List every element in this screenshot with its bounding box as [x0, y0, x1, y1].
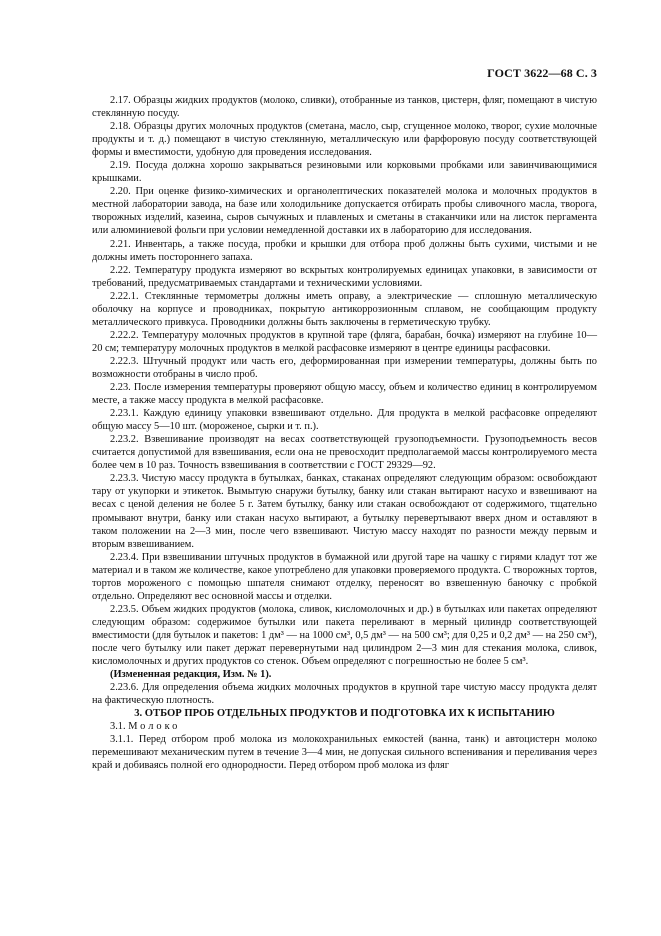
paragraph: 2.23.5. Объем жидких продуктов (молока, сливок, кисломолочных и др.) в бутылках или пакетах определяют следующим образом: содержимое бутылки или пакета переливают в мерный цилиндр соответствующей вместимости (для бутылок и пакетов: 1 дм³ — на 1000 см³, 0,5 дм³ — на 500 см³; для 0,25 и 0,2 дм³ — на 250 см³), после чего бутылку или пакет держат перевернутыми над цилиндром 2—3 мин для стекания молока, сливок, кисломолочных и других продуктов со стенок. Объем определяют с погрешностью не более 5 см³.	[92, 603, 597, 668]
paragraph: 2.18. Образцы других молочных продуктов (сметана, масло, сыр, сгущенное молоко, творог, сухие молочные продукты и т. д.) помещают в чистую стеклянную, металлическую или фарфоровую посуду соответствующей формы и вместимости, удобную для проведения исследования.	[92, 121, 597, 159]
paragraph: 2.23.6. Для определения объема жидких молочных продуктов в крупной таре чистую массу продукта делят на фактическую плотность.	[92, 682, 597, 707]
paragraph: 2.17. Образцы жидких продуктов (молоко, сливки), отобранные из танков, цистерн, фляг, помещают в чистую стеклянную посуду.	[92, 95, 597, 120]
page-header: ГОСТ 3622—68 С. 3	[487, 66, 597, 80]
paragraph: 2.23.1. Каждую единицу упаковки взвешивают отдельно. Для продукта в мелкой расфасовке определяют общую массу 5—10 шт. (мороженое, сырки и т. п.).	[92, 408, 597, 433]
section-title: 3. ОТБОР ПРОБ ОТДЕЛЬНЫХ ПРОДУКТОВ И ПОДГОТОВКА ИХ К ИСПЫТАНИЮ	[134, 708, 555, 720]
paragraph: 3.1.1. Перед отбором проб молока из молокохранильных емкостей (ванна, танк) и автоцистерн молоко перемешивают механическим путем в течение 3—4 мин, не допуская сильного вспенивания и переливания через край и добиваясь полной его однородности. Перед отбором проб молока из фляг	[92, 734, 597, 772]
paragraph: 2.22.1. Стеклянные термометры должны иметь оправу, а электрические — сплошную металлическую оболочку на корпусе и проводниках, покрытую антикоррозионным сплавом, не сообщающим продукту металлического привкуса. Проводники должны быть заключены в герметическую трубку.	[92, 290, 597, 328]
paragraph: 2.22.3. Штучный продукт или часть его, деформированная при измерении температуры, должны быть по возможности отобраны в число проб.	[92, 355, 597, 380]
paragraph: 2.23.4. При взвешивании штучных продуктов в бумажной или другой таре на чашку с гирями кладут тот же материал и в таком же количестве, какое употреблено для упаковки проверяемого продукта. С творожных тортов, тортов мороженого с помощью шпателя снимают отделку, переносят во взвешенную баночку с пробкой отдельно. Определяют вес основной массы и отделки.	[92, 551, 597, 602]
paragraph: 2.23.3. Чистую массу продукта в бутылках, банках, стаканах определяют следующим образом: освобождают тару от укупорки и этикеток. Вымытую снаружи бутылку, банку или стакан вытирают насухо и взвешивают на весах с ценой деления не более 5 г. Затем бутылку, банку или стакан освобождают от содержимого, тщательно промывают внутри, банку или стакан насухо вытирают, а бутылку перевертывают вверх дном и оставляют в таком положении на 2—3 мин, после чего взвешивают. Чистую массу находят по разности между первым и вторым взвешиванием.	[92, 473, 597, 550]
paragraph: 2.22.2. Температуру молочных продуктов в крупной таре (фляга, барабан, бочка) измеряют на глубине 10—20 см; температуру молочных продуктов в мелкой расфасовке измеряют в центре единицы расфасовки.	[92, 329, 597, 354]
subsection-number: 3.1.	[110, 721, 126, 733]
paragraph: 2.21. Инвентарь, а также посуда, пробки и крышки для отбора проб должны быть сухими, чистыми и не должны иметь постороннего запаха.	[92, 238, 597, 263]
subsection-heading	[92, 720, 597, 733]
paragraph: 2.22. Температуру продукта измеряют во вскрытых контролируемых единицах упаковки, в зависимости от требований, предусматриваемых стандартами и техническими условиями.	[92, 264, 597, 289]
paragraph: 2.23.2. Взвешивание производят на весах соответствующей грузоподъемности. Грузоподъемность весов считается допустимой для взвешивания, если она не превосходит предполагаемой массы контролируемого места более чем в 10 раз. Точность взвешивания в соответствии с ГОСТ 29329—92.	[92, 434, 597, 472]
amendment-note: (Измененная редакция, Изм. № 1).	[110, 669, 272, 681]
document-body	[92, 94, 597, 772]
paragraph: 2.19. Посуда должна хорошо закрываться резиновыми или корковыми пробками или завинчивающимися крышками.	[92, 160, 597, 185]
paragraph: 2.20. При оценке физико-химических и органолептических показателей молока и молочных продуктов в местной лаборатории завода, на базе или холодильнике допускается отбирать пробы сливочного масла, творога, творожных изделий, казеина, сыров сычужных и плавленых и сметаны в стаканчики или на листок пергамента или алюминиевой фольги при условии немедленной доставки их в лабораторию для исследования.	[92, 186, 597, 237]
paragraph: 2.23. После измерения температуры проверяют общую массу, объем и количество единиц в контролируемом месте, а также массу продукта в мелкой расфасовке.	[92, 382, 597, 407]
subsection-title: Молоко	[128, 721, 181, 733]
